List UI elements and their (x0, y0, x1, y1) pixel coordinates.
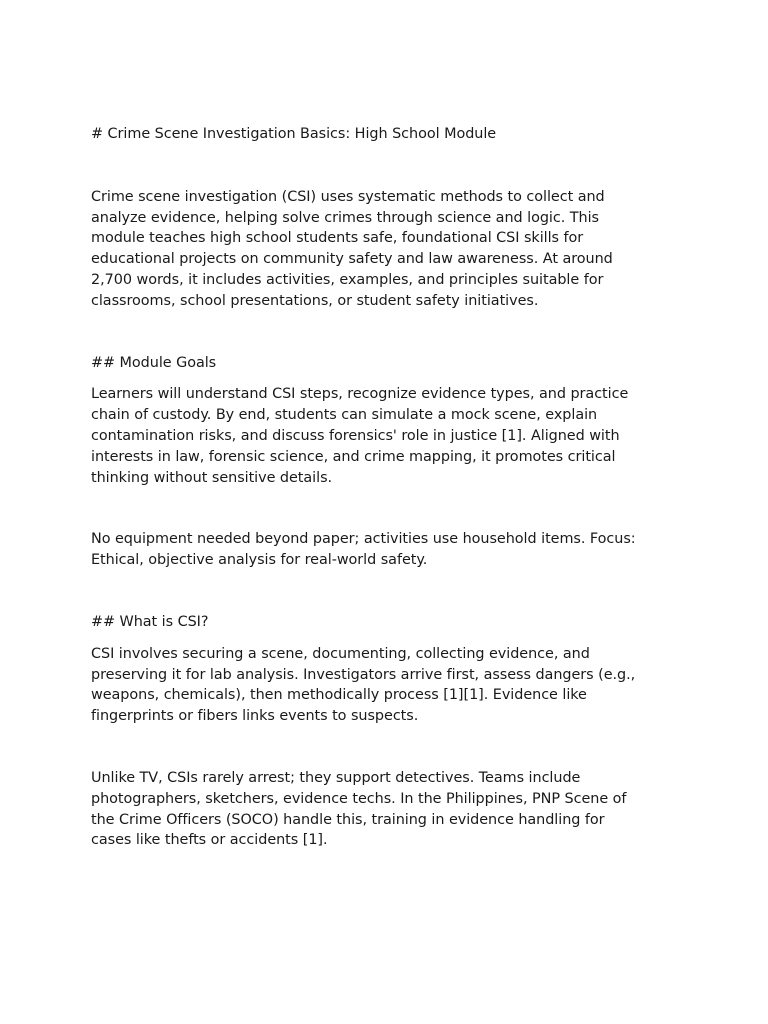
csi-heading: ## What is CSI? (91, 613, 209, 630)
intro-line: module teaches high school students safe, foundational CSI skills for (91, 230, 584, 247)
csi-line: preserving it for lab analysis. Investigators arrive first, assess dangers (e.g., (91, 666, 636, 683)
document-page (91, 124, 681, 851)
intro-line: educational projects on community safety and law awareness. At around (91, 251, 613, 268)
goals-line: No equipment needed beyond paper; activities use household items. Focus: (91, 531, 636, 548)
goals-line: Learners will understand CSI steps, recognize evidence types, and practice (91, 386, 629, 403)
spacer (91, 373, 681, 384)
csi-line: weapons, chemicals), then methodically process [1][1]. Evidence like (91, 687, 587, 704)
spacer (91, 571, 681, 612)
intro-line: analyze evidence, helping solve crimes through science and logic. This (91, 209, 599, 226)
spacer (91, 727, 681, 768)
csi-line: fingerprints or fibers links events to suspects. (91, 708, 419, 725)
intro-paragraph (91, 187, 681, 312)
csi-line: Unlike TV, CSIs rarely arrest; they support detectives. Teams include (91, 769, 581, 786)
intro-line: classrooms, school presentations, or student safety initiatives. (91, 292, 539, 309)
goals-paragraph-2 (91, 529, 681, 571)
csi-line: cases like thefts or accidents [1]. (91, 832, 328, 849)
spacer (91, 633, 681, 644)
document-title: # Crime Scene Investigation Basics: High School Module (91, 126, 497, 142)
goals-line: contamination risks, and discuss forensics' role in justice [1]. Aligned with (91, 427, 620, 444)
goals-line: thinking without sensitive details. (91, 469, 333, 486)
csi-line: the Crime Officers (SOCO) handle this, training in evidence handling for (91, 811, 605, 828)
spacer (91, 488, 681, 529)
csi-paragraph-2 (91, 768, 681, 851)
goals-paragraph-1 (91, 384, 681, 488)
csi-paragraph-1 (91, 644, 681, 727)
intro-line: 2,700 words, it includes activities, examples, and principles suitable for (91, 271, 604, 288)
csi-line: CSI involves securing a scene, documenting, collecting evidence, and (91, 645, 590, 662)
goals-line: chain of custody. By end, students can simulate a mock scene, explain (91, 407, 598, 424)
spacer (91, 312, 681, 353)
csi-line: photographers, sketchers, evidence techs. In the Philippines, PNP Scene of (91, 790, 627, 807)
spacer (91, 145, 681, 187)
intro-line: Crime scene investigation (CSI) uses systematic methods to collect and (91, 188, 605, 205)
goals-line: interests in law, forensic science, and crime mapping, it promotes critical (91, 448, 616, 465)
goals-heading: ## Module Goals (91, 354, 217, 371)
goals-line: Ethical, objective analysis for real-world safety. (91, 552, 428, 569)
